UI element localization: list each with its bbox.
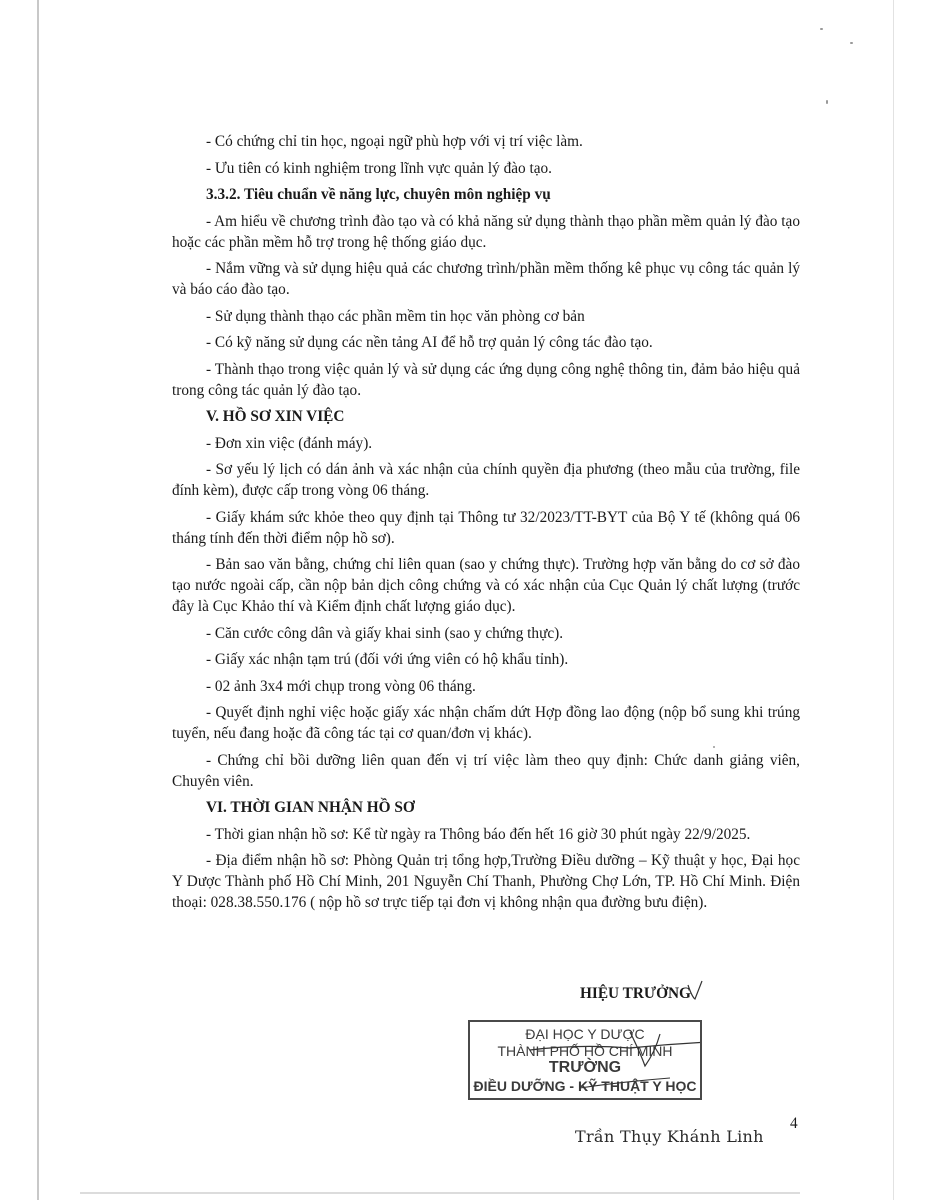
scan-speck [850, 42, 853, 44]
body-paragraph: - 02 ảnh 3x4 mới chụp trong vòng 06 tháng. [206, 677, 476, 695]
body-paragraph: - Quyết định nghỉ việc hoặc giấy xác nhận chấm dứt Hợp đồng lao động (nộp bổ sung khi trúng tuyển, nếu đang hoặc đã công tác tại cơ quan/đơn vị khác). [172, 704, 800, 742]
signature-title: HIỆU TRƯỞNG [580, 985, 691, 1002]
section-heading: 3.3.2. Tiêu chuẩn về năng lực, chuyên môn nghiệp vụ [206, 186, 551, 203]
signer-name: Trần Thụy Khánh Linh [575, 1127, 764, 1146]
body-paragraph: - Có kỹ năng sử dụng các nền tảng AI để hỗ trợ quản lý công tác đào tạo. [206, 334, 653, 351]
scan-edge-left [37, 0, 39, 1200]
body-paragraph: - Am hiểu về chương trình đào tạo và có khả năng sử dụng thành thạo phần mềm quản lý đào tạo hoặc các phần mềm hỗ trợ trong hệ thống giáo dục. [172, 212, 800, 251]
official-stamp [468, 1020, 702, 1100]
body-paragraph: - Sơ yếu lý lịch có dán ảnh và xác nhận của chính quyền địa phương (theo mẫu của trường, file đính kèm), được cấp trong vòng 06 tháng. [172, 461, 800, 499]
scan-speck [820, 28, 823, 30]
body-paragraph: - Địa điểm nhận hồ sơ: Phòng Quản trị tổng hợp,Trường Điều dưỡng – Kỹ thuật y học, Đại học Y Dược Thành phố Hồ Chí Minh, 201 Nguyễn Chí Thanh, Phường Chợ Lớn, TP. Hồ Chí Minh. Điện thoại: 028.38.550.176 ( nộp hồ sơ trực tiếp tại đơn vị không nhận qua đường bưu điện). [172, 852, 800, 911]
section-heading: VI. THỜI GIAN NHẬN HỒ SƠ [206, 799, 415, 816]
handwritten-signature-icon [470, 1022, 700, 1098]
body-paragraph: - Có chứng chỉ tin học, ngoại ngữ phù hợp với vị trí việc làm. [206, 133, 583, 150]
body-paragraph: - Chứng chỉ bồi dưỡng liên quan đến vị trí việc làm theo quy định: Chức danh giảng viên, Chuyên viên. [172, 751, 800, 790]
document-body [172, 131, 800, 919]
body-paragraph: - Căn cước công dân và giấy khai sinh (sao y chứng thực). [206, 624, 564, 642]
page-number: 4 [790, 1115, 798, 1132]
stamp-line-3: TRƯỜNG [548, 1059, 622, 1076]
stamp-line-4: ĐIỀU DƯỠNG - KỸ THUẬT Y HỌC [473, 1078, 697, 1094]
body-paragraph: - Nắm vững và sử dụng hiệu quả các chương trình/phần mềm thống kê phục vụ công tác quản lý và báo cáo đào tạo. [172, 260, 800, 298]
body-paragraph: - Giấy xác nhận tạm trú (đối với ứng viên có hộ khẩu tỉnh). [206, 651, 569, 668]
body-paragraph: - Ưu tiên có kinh nghiệm trong lĩnh vực quản lý đào tạo. [206, 159, 553, 177]
initial-mark-icon [686, 979, 706, 1003]
body-paragraph: - Đơn xin việc (đánh máy). [206, 434, 373, 452]
body-paragraph: - Thời gian nhận hồ sơ: Kể từ ngày ra Thông báo đến hết 16 giờ 30 phút ngày 22/9/2025. [206, 825, 751, 843]
body-paragraph: - Bản sao văn bằng, chứng chỉ liên quan (sao y chứng thực). Trường hợp văn bằng do cơ sở đào tạo nước ngoài cấp, cần nộp bản dịch công chứng và có xác nhận của Cục Quản lý chất lượng (trước đây là Cục Khảo thí và Kiểm định chất lượng giáo dục). [172, 556, 800, 615]
scan-speck [826, 100, 828, 104]
body-paragraph: - Giấy khám sức khỏe theo quy định tại Thông tư 32/2023/TT-BYT của Bộ Y tế (không quá 06 tháng tính đến thời điểm nộp hồ sơ). [172, 508, 800, 547]
stamp-line-1: ĐẠI HỌC Y DƯỢC [525, 1026, 645, 1042]
scan-edge-bottom [80, 1192, 800, 1194]
body-paragraph: - Sử dụng thành thạo các phần mềm tin học văn phòng cơ bản [206, 307, 585, 325]
body-paragraph: - Thành thạo trong việc quản lý và sử dụng các ứng dụng công nghệ thông tin, đảm bảo hiệu quả trong công tác quản lý đào tạo. [172, 360, 800, 399]
signature-block [468, 985, 768, 1155]
stamp-line-2: THÀNH PHỐ HỒ CHÍ MINH [497, 1043, 673, 1059]
scan-edge-right [893, 0, 894, 1200]
section-heading: V. HỒ SƠ XIN VIỆC [206, 408, 345, 425]
